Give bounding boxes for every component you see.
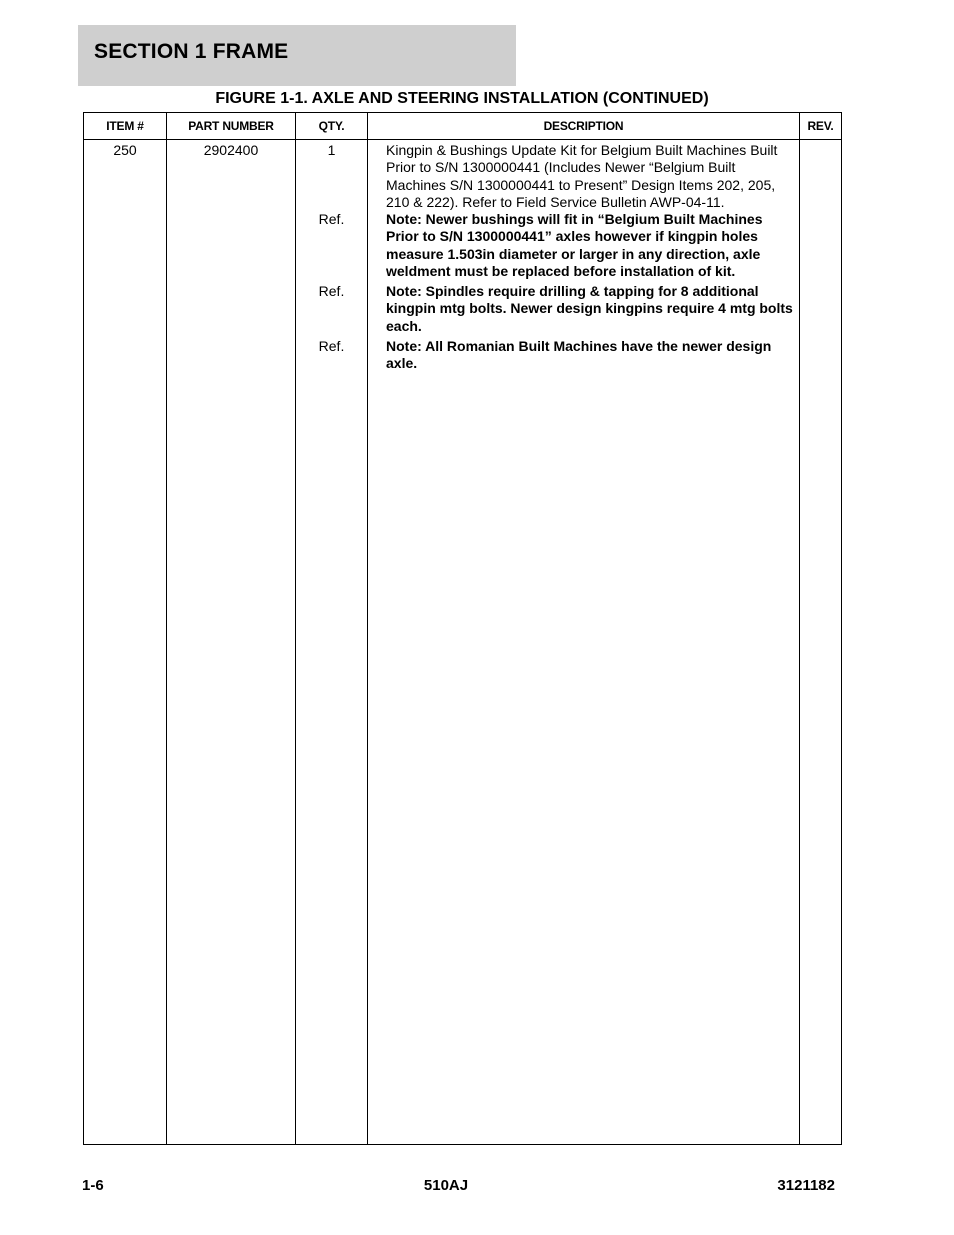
footer-document-number: 3121182	[777, 1177, 835, 1194]
part-number-cell: 2902400	[167, 140, 296, 1145]
column-header-part-number: PART NUMBER	[167, 113, 296, 140]
item-number-cell: 250	[84, 140, 167, 1145]
description-cell	[368, 140, 800, 1145]
column-header-item: ITEM #	[84, 113, 167, 140]
qty-entry: Ref.	[318, 338, 345, 354]
column-header-qty: QTY.	[296, 113, 368, 140]
rev-cell	[800, 140, 842, 1145]
table-row	[84, 140, 842, 1145]
column-header-description: DESCRIPTION	[368, 113, 800, 140]
footer-model: 510AJ	[423, 1177, 469, 1194]
description-note: Note: All Romanian Built Machines have the newer design axle.	[386, 338, 772, 372]
parts-table	[83, 112, 842, 1145]
qty-entry: Ref.	[318, 283, 345, 299]
figure-title: FIGURE 1-1. AXLE AND STEERING INSTALLATION (CONTINUED)	[215, 90, 709, 107]
table-header-row	[84, 113, 842, 140]
section-banner	[78, 25, 516, 86]
column-header-rev: REV.	[800, 113, 842, 140]
qty-entry: 1	[327, 142, 336, 158]
description-entry: Kingpin & Bushings Update Kit for Belgium Built Machines Built Prior to S/N 1300000441 (Includes Newer “Belgium Built Machines S/N 1300000441 to Present” Design Items 202, 205, 210 & 222). Refer to Field Service Bulletin AWP-04-11.	[386, 142, 778, 211]
section-title: SECTION 1 FRAME	[94, 40, 289, 63]
footer-page-number: 1-6	[82, 1177, 104, 1194]
description-note: Note: Newer bushings will fit in “Belgium Built Machines Prior to S/N 1300000441” axles however if kingpin holes measure 1.503in diameter or larger in any direction, axle weldment must be replaced before installation of kit.	[386, 211, 763, 280]
description-note: Note: Spindles require drilling & tapping for 8 additional kingpin mtg bolts. Newer design kingpins require 4 mtg bolts each.	[386, 283, 793, 334]
qty-entry: Ref.	[318, 211, 345, 227]
qty-cell	[296, 140, 368, 1145]
